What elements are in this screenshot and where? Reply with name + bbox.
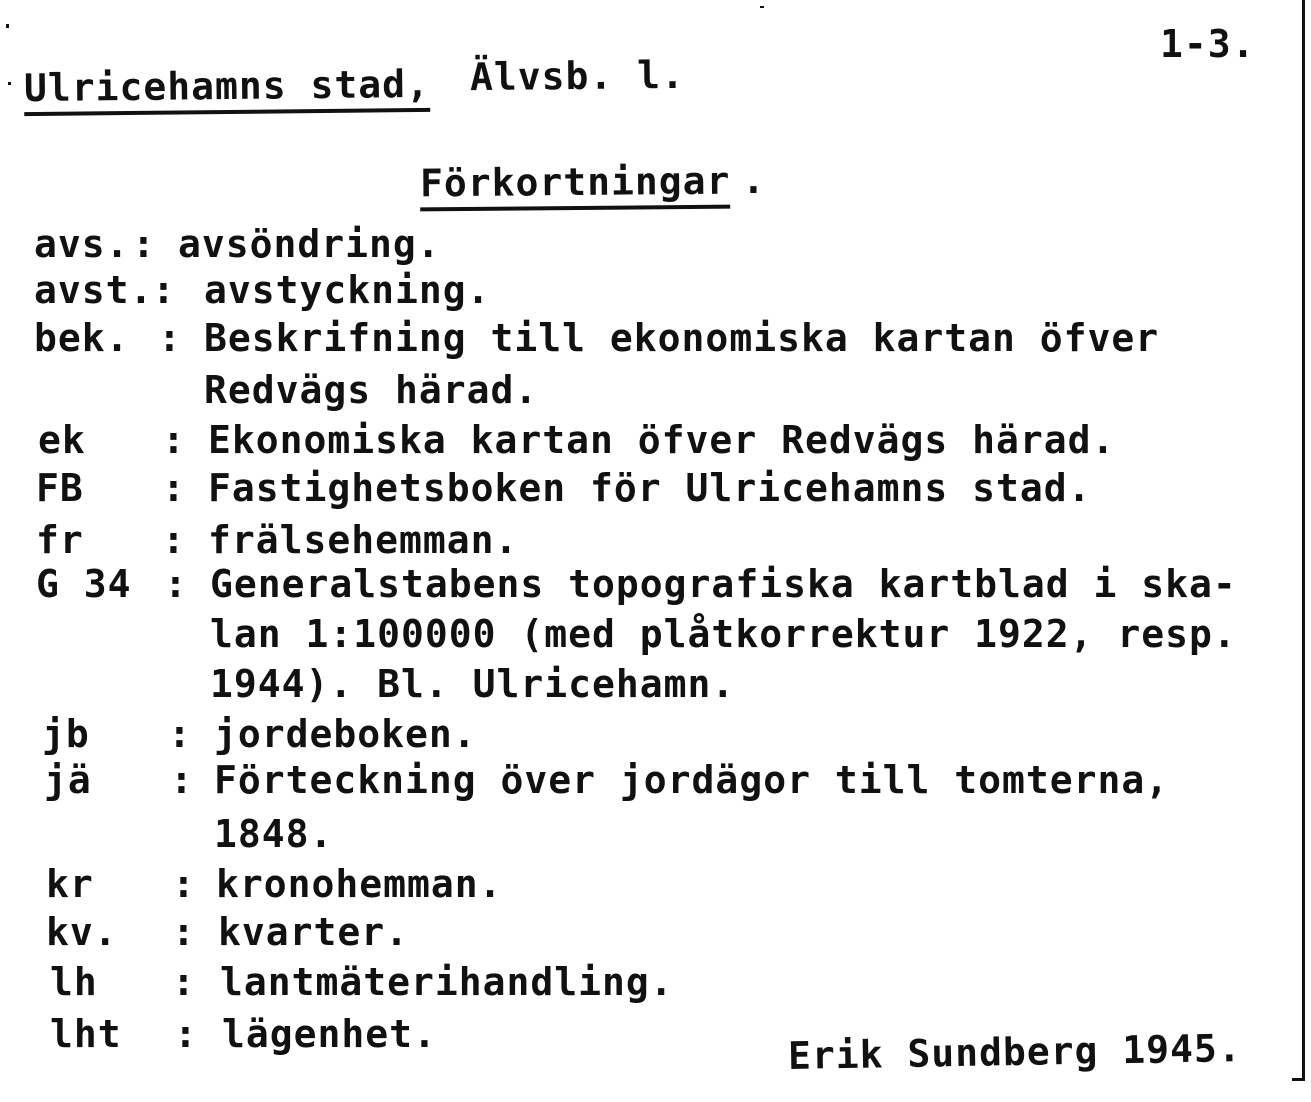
abbreviation-separator: : bbox=[172, 862, 196, 906]
parish-label: Älvsb. l. bbox=[469, 52, 686, 100]
abbreviation-definition: Ekonomiska kartan öfver Redvägs härad. bbox=[208, 418, 1116, 462]
abbreviation-term: avs. bbox=[34, 222, 130, 266]
abbreviation-term: lh bbox=[50, 960, 98, 1004]
abbreviation-definition: lägenhet. bbox=[222, 1012, 437, 1056]
place-name: Ulricehamns stad, bbox=[24, 62, 430, 116]
signature: Erik Sundberg 1945. bbox=[787, 1026, 1243, 1078]
abbreviation-separator: : bbox=[170, 758, 194, 802]
abbreviation-definition: lantmäterihandling. bbox=[220, 960, 674, 1004]
abbreviation-term: ek bbox=[38, 418, 86, 462]
abbreviation-term: bek. bbox=[34, 316, 130, 360]
abbreviation-definition: 1944). Bl. Ulricehamn. bbox=[210, 662, 736, 706]
abbreviation-separator: : bbox=[162, 466, 186, 510]
abbreviation-definition: Förteckning över jordägor till tomterna, bbox=[214, 758, 1170, 802]
abbreviation-separator: : bbox=[172, 960, 196, 1004]
abbreviation-term: kr bbox=[46, 862, 94, 906]
abbreviation-definition: lan 1:100000 (med plåtkorrektur 1922, resp. bbox=[210, 612, 1237, 656]
abbreviation-definition: Redvägs härad. bbox=[204, 368, 539, 412]
abbreviation-separator: : bbox=[152, 268, 176, 312]
abbreviation-separator: : bbox=[162, 418, 186, 462]
card-number: 1-3. bbox=[1160, 22, 1256, 66]
abbreviation-definition: 1848. bbox=[214, 812, 334, 856]
abbreviation-definition: jordeboken. bbox=[214, 712, 477, 756]
abbreviation-term: lht bbox=[50, 1012, 122, 1056]
abbreviation-definition: Beskrifning till ekonomiska kartan öfver bbox=[204, 316, 1160, 360]
abbreviation-term: avst. bbox=[34, 268, 154, 312]
page-title-period: . bbox=[742, 158, 766, 202]
page-title: Förkortningar bbox=[420, 159, 731, 212]
abbreviation-separator: : bbox=[158, 316, 182, 360]
abbreviation-definition: Generalstabens topografiska kartblad i ska- bbox=[210, 562, 1237, 606]
abbreviation-term: jä bbox=[44, 758, 92, 802]
abbreviation-separator: : bbox=[174, 1012, 198, 1056]
abbreviation-definition: Fastighetsboken för Ulricehamns stad. bbox=[208, 466, 1092, 510]
abbreviation-definition: avsöndring. bbox=[178, 222, 441, 266]
abbreviation-term: FB bbox=[36, 466, 84, 510]
abbreviation-term: fr bbox=[36, 518, 84, 562]
abbreviation-term: kv. bbox=[46, 910, 118, 954]
abbreviation-definition: kvarter. bbox=[218, 910, 410, 954]
abbreviation-definition: frälsehemman. bbox=[208, 518, 519, 562]
abbreviation-term: jb bbox=[42, 712, 90, 756]
abbreviation-separator: : bbox=[132, 222, 156, 266]
abbreviation-separator: : bbox=[172, 910, 196, 954]
abbreviation-term: G 34 bbox=[36, 562, 132, 606]
abbreviation-definition: avstyckning. bbox=[204, 268, 491, 312]
abbreviation-separator: : bbox=[162, 518, 186, 562]
abbreviation-separator: : bbox=[168, 712, 192, 756]
abbreviation-definition: kronohemman. bbox=[216, 862, 503, 906]
abbreviation-separator: : bbox=[164, 562, 188, 606]
